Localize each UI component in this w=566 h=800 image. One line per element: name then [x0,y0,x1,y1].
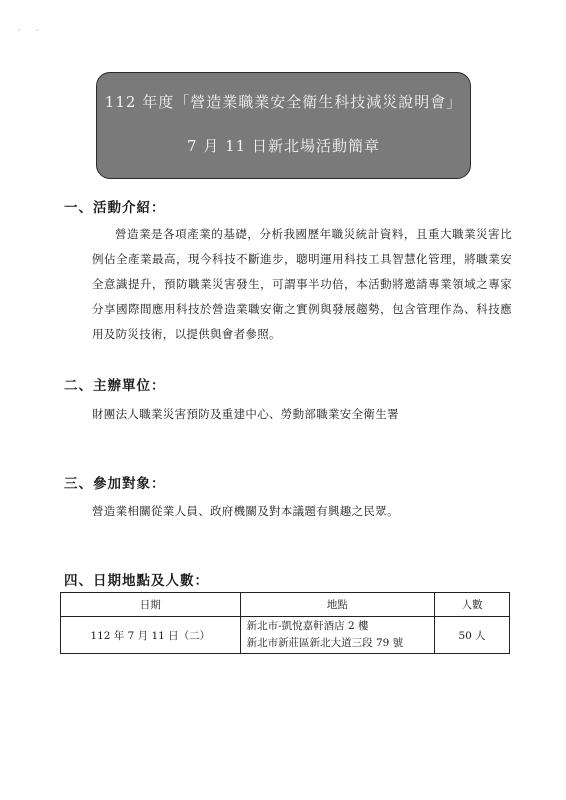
cell-location [240,617,435,654]
title-line-2: 7 月 11 日新北場活動簡章 [187,137,380,155]
cell-count: 50 人 [435,617,510,654]
cell-date: 112 年 7 月 11 日（二） [61,617,241,654]
title-banner [96,72,471,179]
section-body-organizer: 財團法人職業災害預防及重建中心、勞動部職業安全衛生署 [92,407,399,421]
section-body-audience: 營造業相關從業人員、政府機關及對本議題有興趣之民眾。 [92,504,399,518]
section-heading-audience: 三、參加對象： [64,476,166,492]
location-address: 新北市新莊區新北大道三段 79 號 [246,637,404,649]
schedule-table [60,592,510,654]
section-heading-intro: 一、活動介紹： [64,200,166,216]
header-date: 日期 [61,593,241,617]
header-location: 地點 [240,593,435,617]
location-venue: 新北市-凱悅嘉軒酒店 2 樓 [246,620,369,632]
table-row [61,617,510,654]
title-line-1: 112 年度「營造業職業安全衛生科技減災說明會」 [104,93,463,111]
section-heading-schedule: 四、日期地點及人數： [64,573,209,589]
section-body-intro: 營造業是各項產業的基礎，分析我國歷年職災統計資料，且重大職業災害比例佔全產業最高，現今科技不斷進步，聰明運用科技工具智慧化管理，將職業安全意識提升，預防職業災害發生，可謂事半功倍，本活動將邀請專業領域之專家分享國際間應用科技於營造業職安衛之實例與發展趨勢，包含管理作為、科技應用及防災技術，以提供與會者參照。 [92,227,512,341]
scan-marks: · · [18,26,39,35]
table-header-row [61,593,510,617]
section-heading-organizer: 二、主辦單位： [64,378,166,394]
header-count: 人數 [435,593,510,617]
